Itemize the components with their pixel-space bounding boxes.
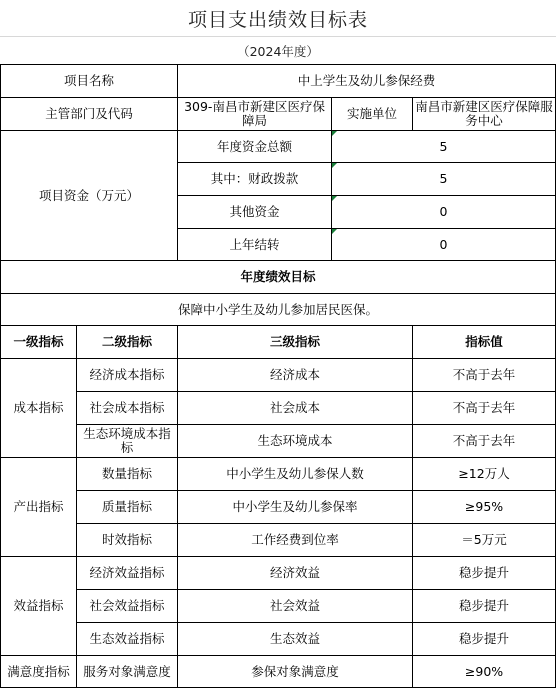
indicator-value: 稳步提升 <box>413 557 556 590</box>
dept-value: 309-南昌市新建区医疗保障局 <box>178 98 332 131</box>
indicator-level2: 生态效益指标 <box>77 623 178 656</box>
indicator-level2: 经济效益指标 <box>77 557 178 590</box>
header-value: 指标值 <box>413 326 556 359</box>
indicator-group: 效益指标 <box>1 557 77 656</box>
header-level3: 三级指标 <box>178 326 413 359</box>
indicator-value: 不高于去年 <box>413 392 556 425</box>
indicator-value: ≥90% <box>413 656 556 688</box>
funds-row-value: 5 <box>332 163 556 196</box>
indicator-value: ＝5万元 <box>413 524 556 557</box>
indicator-group: 产出指标 <box>1 458 77 557</box>
project-name-label: 项目名称 <box>1 65 178 98</box>
indicator-value: 不高于去年 <box>413 425 556 458</box>
header-level2: 二级指标 <box>77 326 178 359</box>
indicator-level3: 经济成本 <box>178 359 413 392</box>
indicator-level2: 时效指标 <box>77 524 178 557</box>
indicator-level3: 社会效益 <box>178 590 413 623</box>
impl-unit-value: 南昌市新建区医疗保障服务中心 <box>413 98 556 131</box>
header-level1: 一级指标 <box>1 326 77 359</box>
indicator-group: 成本指标 <box>1 359 77 458</box>
indicator-value: ≥12万人 <box>413 458 556 491</box>
funds-row-value: 0 <box>332 229 556 261</box>
indicator-level2: 生态环境成本指标 <box>77 425 178 458</box>
indicator-level3: 参保对象满意度 <box>178 656 413 688</box>
indicator-level2: 社会成本指标 <box>77 392 178 425</box>
indicator-level3: 社会成本 <box>178 392 413 425</box>
funds-row-value: 0 <box>332 196 556 229</box>
indicator-level2: 数量指标 <box>77 458 178 491</box>
funds-row-label: 上年结转 <box>178 229 332 261</box>
performance-table <box>0 64 556 688</box>
impl-unit-label: 实施单位 <box>332 98 413 131</box>
funds-row-label: 其他资金 <box>178 196 332 229</box>
indicator-level3: 经济效益 <box>178 557 413 590</box>
page-title: 项目支出绩效目标表 <box>187 8 368 31</box>
indicator-level2: 质量指标 <box>77 491 178 524</box>
funds-row-label: 其中：财政拨款 <box>178 163 332 196</box>
project-name-value: 中上学生及幼儿参保经费 <box>178 65 556 98</box>
annual-goal-text: 保障中小学生及幼儿参加居民医保。 <box>1 294 556 326</box>
indicator-level3: 生态效益 <box>178 623 413 656</box>
year-subtitle: （2024年度） <box>0 36 556 64</box>
indicator-level3: 工作经费到位率 <box>178 524 413 557</box>
funds-row-value: 5 <box>332 131 556 163</box>
indicator-level2: 经济成本指标 <box>77 359 178 392</box>
indicator-level2: 服务对象满意度 <box>77 656 178 688</box>
indicator-level3: 中小学生及幼儿参保人数 <box>178 458 413 491</box>
indicator-level3: 中小学生及幼儿参保率 <box>178 491 413 524</box>
funds-row-label: 年度资金总额 <box>178 131 332 163</box>
dept-label: 主管部门及代码 <box>1 98 178 131</box>
indicator-level3: 生态环境成本 <box>178 425 413 458</box>
indicator-value: 不高于去年 <box>413 359 556 392</box>
annual-goal-heading: 年度绩效目标 <box>1 261 556 294</box>
indicator-value: 稳步提升 <box>413 623 556 656</box>
indicator-value: 稳步提升 <box>413 590 556 623</box>
indicator-group: 满意度指标 <box>1 656 77 688</box>
funds-label: 项目资金（万元） <box>1 131 178 261</box>
indicator-value: ≥95% <box>413 491 556 524</box>
indicator-level2: 社会效益指标 <box>77 590 178 623</box>
